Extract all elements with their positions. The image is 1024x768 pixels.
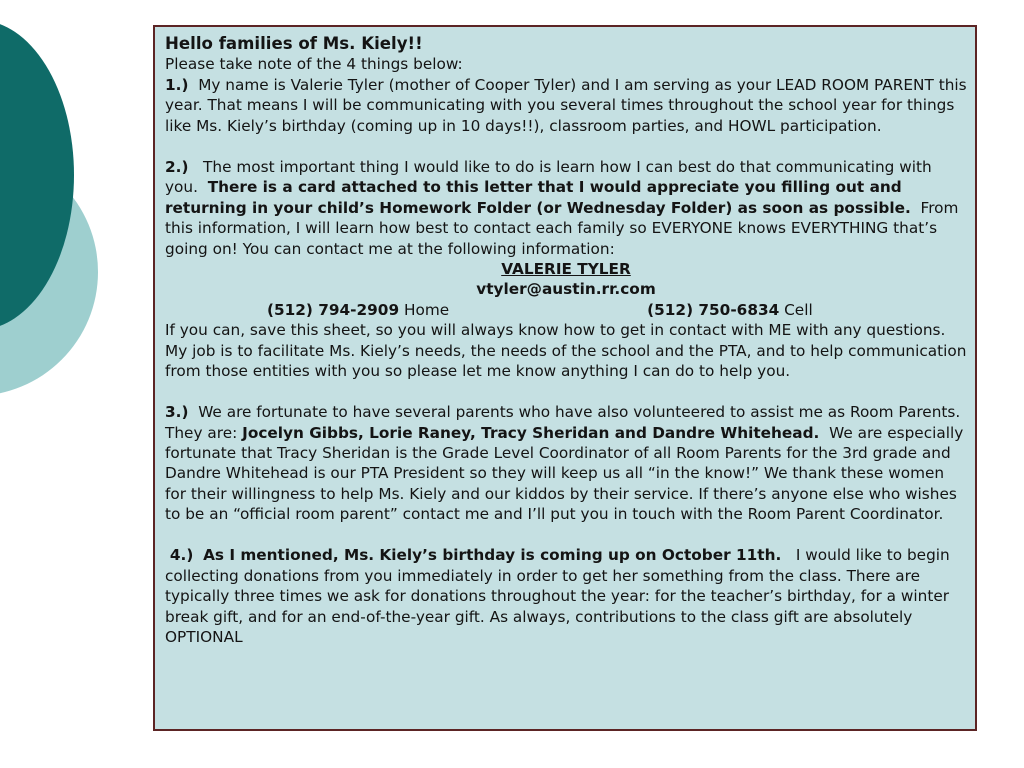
item-4-number: 4.) <box>169 546 194 565</box>
contact-name: VALERIE TYLER <box>501 259 631 278</box>
item-2 <box>165 157 967 259</box>
home-label: Home <box>403 300 450 319</box>
home-phone: (512) 794-2909 <box>267 300 400 319</box>
paragraph-spacer <box>165 525 967 545</box>
item-2-bold: There is a card attached to this letter that I would appreciate you filling out and returning in your child’s Homework Folder (or Wednesday Folder) as soon as possible. <box>165 178 911 217</box>
cell-label: Cell <box>784 300 813 319</box>
item-2-number: 2.) <box>165 157 189 176</box>
contact-email: vtyler@austin.rr.com <box>476 280 656 299</box>
item-4 <box>165 545 967 647</box>
item-3-text-a: We are fortunate to have several parents who have also volunteered to assist me as Room Parents. They are: <box>165 403 961 442</box>
item-4-bold: As I mentioned, Ms. Kiely’s birthday is coming up on October 11th. <box>203 546 782 565</box>
item-1-text: My name is Valerie Tyler (mother of Cooper Tyler) and I am serving as your LEAD ROOM PARENT this year. That means I will be communicating with you several times throughout the school year for things like Ms. Kiely’s birthday (coming up in 10 days!!), classroom parties, and HOWL participation. <box>165 75 967 135</box>
intro-line: Please take note of the 4 things below: <box>165 55 463 74</box>
home-phone-group <box>267 301 449 319</box>
item-3-bold: Jocelyn Gibbs, Lorie Raney, Tracy Sheridan and Dandre Whitehead. <box>242 423 820 442</box>
paragraph-spacer <box>165 136 967 156</box>
letter-panel <box>153 25 977 731</box>
paragraph-spacer <box>165 382 967 402</box>
item-3-text-b: We are especially fortunate that Tracy Sheridan is the Grade Level Coordinator of all Room Parents for the 3rd grade and Dandre Whitehead is our PTA President so they will keep us all “in the know!” We thank these women for their willingness to help Ms. Kiely and our kiddos by their service. If there’s anyone else who wishes to be an “official room parent” contact me and I’ll put you in touch with the Room Parent Coordinator. <box>165 423 964 524</box>
item-2-text-b: From this information, I will learn how best to contact each family so EVERYONE knows EVERYTHING that’s going on! You can contact me at the following information: <box>165 198 959 258</box>
item-4-text: I would like to begin collecting donations from you immediately in order to get her something from the class. There are typically three times we ask for donations throughout the year: for the teacher’s birthday, for a winter break gift, and for an end-of-the-year gift. As always, contributions to the class gift are absolutely OPTIONAL <box>165 546 950 647</box>
item-1-number: 1.) <box>165 75 189 94</box>
item-1 <box>165 75 967 136</box>
contact-phones <box>165 300 967 320</box>
cell-phone-group <box>647 301 813 319</box>
greeting-heading: Hello families of Ms. Kiely!! <box>165 34 423 53</box>
item-2-text-a: The most important thing I would like to do is learn how I can best do that communicating with you. <box>165 157 932 197</box>
item-3 <box>165 402 967 525</box>
save-note: If you can, save this sheet, so you will always know how to get in contact with ME with any questions. My job is to facilitate Ms. Kiely’s needs, the needs of the school and the PTA, and to help communication from those entities with you so please let me know anything I can do to help you. <box>165 321 967 381</box>
item-3-number: 3.) <box>165 403 189 422</box>
cell-phone: (512) 750-6834 <box>647 300 780 319</box>
